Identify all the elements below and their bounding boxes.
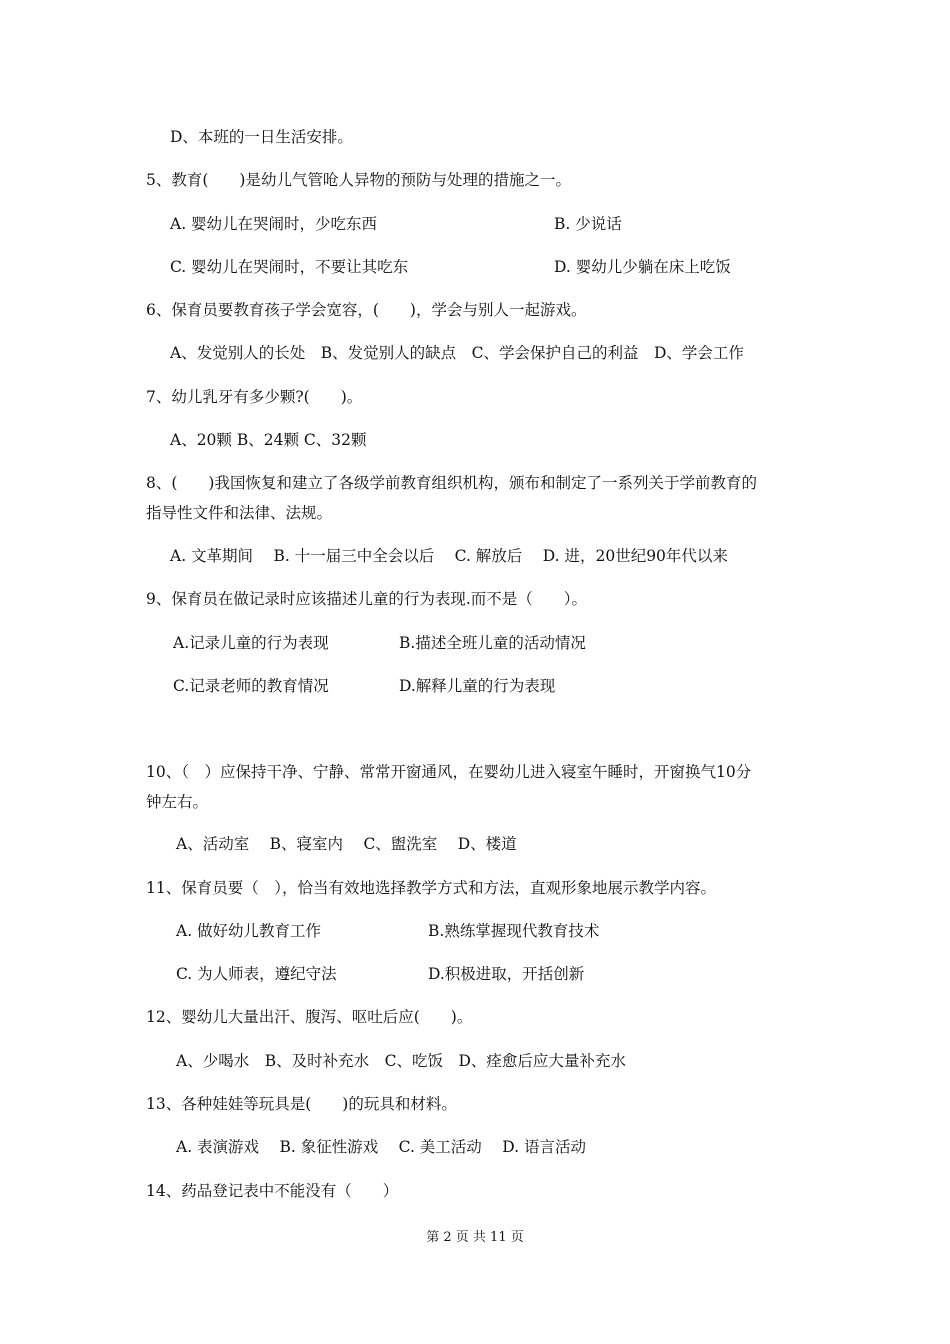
- question-6: 6、保育员要教育孩子学会宽容，( )，学会与别人一起游戏。: [146, 301, 587, 319]
- q5-option-a: A. 婴幼儿在哭闹时，少吃东西: [170, 215, 378, 233]
- q8-options: A. 文革期间 B. 十一届三中全会以后 C. 解放后 D. 进，20世纪90年代以来: [170, 547, 728, 565]
- question-13: 13、各种娃娃等玩具是( )的玩具和材料。: [146, 1095, 457, 1113]
- q13-options: A. 表演游戏 B. 象征性游戏 C. 美工活动 D. 语言活动: [176, 1138, 586, 1156]
- q12-options: A、少喝水 B、及时补充水 C、吃饭 D、痊愈后应大量补充水: [176, 1052, 626, 1070]
- question-10-line-1: 10、（ ）应保持干净、宁静、常常开窗通风，在婴幼儿进入寝室午睡时，开窗换气10分: [146, 763, 752, 781]
- q9-option-d: D.解释儿童的行为表现: [399, 677, 556, 695]
- page-footer: 第 2 页 共 11 页: [426, 1230, 524, 1245]
- question-8-line-2: 指导性文件和法律、法规。: [146, 504, 333, 522]
- question-5: 5、教育( )是幼儿气管呛人异物的预防与处理的措施之一。: [146, 171, 571, 189]
- q11-option-b: B.熟练掌握现代教育技术: [428, 922, 600, 940]
- question-12: 12、婴幼儿大量出汗、腹泻、呕吐后应( )。: [146, 1008, 473, 1026]
- q6-options: A、发觉别人的长处 B、发觉别人的缺点 C、学会保护自己的利益 D、学会工作: [170, 344, 744, 362]
- q9-option-b: B.描述全班儿童的活动情况: [399, 634, 586, 652]
- q10-options: A、活动室 B、寝室内 C、盥洗室 D、楼道: [176, 835, 517, 853]
- question-14: 14、药品登记表中不能没有（ ）: [146, 1182, 399, 1200]
- question-9: 9、保育员在做记录时应该描述儿童的行为表现.而不是（ ）。: [146, 590, 588, 608]
- question-10-line-2: 钟左右。: [146, 793, 209, 811]
- q7-options: A、20颗 B、24颗 C、32颗: [170, 431, 367, 449]
- option-line: D、本班的一日生活安排。: [170, 128, 353, 146]
- question-11: 11、保育员要（ ），恰当有效地选择教学方式和方法，直观形象地展示教学内容。: [146, 879, 716, 897]
- q11-option-a: A. 做好幼儿教育工作: [176, 922, 322, 940]
- question-7: 7、幼儿乳牙有多少颗?( )。: [146, 388, 363, 406]
- q5-option-c: C. 婴幼儿在哭闹时，不要让其吃东: [170, 258, 409, 276]
- q9-option-a: A.记录儿童的行为表现: [173, 634, 329, 652]
- q9-option-c: C.记录老师的教育情况: [173, 677, 329, 695]
- q11-option-d: D.积极进取，开括创新: [428, 965, 585, 983]
- q5-option-b: B. 少说话: [554, 215, 622, 233]
- question-8-line-1: 8、( )我国恢复和建立了各级学前教育组织机构，颁布和制定了一系列关于学前教育的: [146, 474, 757, 492]
- q5-option-d: D. 婴幼儿少躺在床上吃饭: [554, 258, 731, 276]
- q11-option-c: C. 为人师表，遵纪守法: [176, 965, 337, 983]
